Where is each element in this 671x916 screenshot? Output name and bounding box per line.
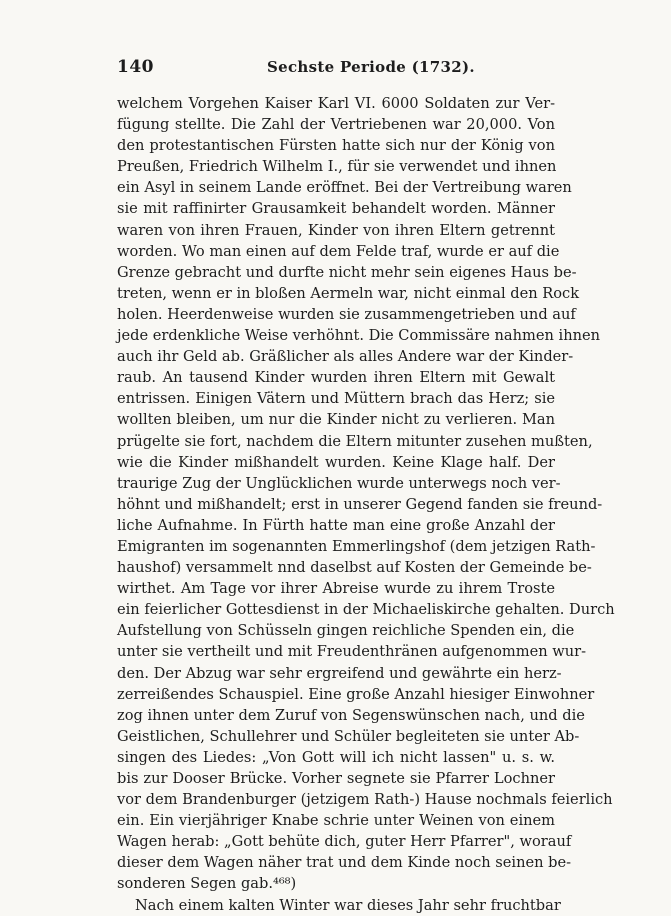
text-line: auch ihr Geld ab. Gräßlicher als alles Andere war der Kinder- [117, 348, 574, 366]
text-line: liche Aufnahme. In Fürth hatte man eine große Anzahl der [117, 516, 555, 534]
text-line: Wagen herab: „Gott behüte dich, guter Herr Pfarrer", worauf [117, 833, 572, 851]
text-line: wollten bleiben, um nur die Kinder nicht zu verlieren. Man [117, 411, 555, 429]
text-line: Nach einem kalten Winter war dieses Jahr sehr fruchtbar [135, 896, 561, 914]
text-line: raub. An tausend Kinder wurden ihren Eltern mit Gewalt [117, 369, 555, 387]
text-line: zog ihnen unter dem Zuruf von Segenswünschen nach, und die [117, 706, 585, 724]
text-line: Grenze gebracht und durfte nicht mehr sein eigenes Haus be- [117, 263, 577, 281]
page-header [117, 57, 555, 79]
text-line: sonderen Segen gab.⁴⁶⁸) [117, 875, 297, 893]
text-line: waren von ihren Frauen, Kinder von ihren Eltern getrennt [117, 221, 555, 239]
text-line: wie die Kinder mißhandelt wurden. Keine Klage half. Der [117, 453, 555, 471]
text-line: worden. Wo man einen auf dem Felde traf, wurde er auf die [117, 242, 560, 260]
text-line: entrissen. Einigen Vätern und Müttern brach das Herz; sie [117, 390, 555, 408]
text-line: prügelte sie fort, nachdem die Eltern mitunter zusehen mußten, [117, 432, 593, 450]
text-line: jede erdenkliche Weise verhöhnt. Die Commissäre nahmen ihnen [117, 327, 601, 345]
text-line: ein Asyl in seinem Lande eröffnet. Bei der Vertreibung waren [117, 179, 572, 197]
body-text [117, 93, 615, 916]
text-line: haushof) versammelt nnd daselbst auf Kosten der Gemeinde be- [117, 559, 592, 577]
text-line: singen des Liedes: „Von Gott will ich nicht lassen" u. s. w. [117, 748, 555, 766]
text-line: dieser dem Wagen näher trat und dem Kinde noch seinen be- [117, 854, 572, 872]
text-line: wirthet. Am Tage vor ihrer Abreise wurde zu ihrem Troste [117, 580, 555, 598]
page-number: 140 [117, 57, 154, 77]
text-line: Geistlichen, Schullehrer und Schüler begleiteten sie unter Ab- [117, 727, 580, 745]
text-line: zerreißendes Schauspiel. Eine große Anzahl hiesiger Einwohner [117, 685, 595, 703]
text-line: welchem Vorgehen Kaiser Karl VI. 6000 Soldaten zur Ver- [117, 95, 555, 112]
text-line: traurige Zug der Unglücklichen wurde unterwegs noch ver- [117, 474, 561, 492]
text-line: ein feierlicher Gottesdienst in der Michaeliskirche gehalten. Durch [117, 601, 615, 619]
text-line: höhnt und mißhandelt; erst in unserer Gegend fanden sie freund- [117, 495, 603, 513]
text-line: treten, wenn er in bloßen Aermeln war, nicht einmal den Rock [117, 284, 580, 302]
text-line: den. Der Abzug war sehr ergreifend und gewährte ein herz- [117, 664, 562, 682]
text-line: vor dem Brandenburger (jetzigem Rath-) Hause nochmals feierlich [117, 791, 613, 809]
text-line: sie mit raffinirter Grausamkeit behandelt worden. Männer [117, 200, 555, 218]
text-line: Preußen, Friedrich Wilhelm I., für sie verwendet und ihnen [117, 158, 557, 176]
text-line: fügung stellte. Die Zahl der Vertriebenen war 20,000. Von [117, 116, 555, 134]
text-line: holen. Heerdenweise wurden sie zusammengetrieben und auf [117, 305, 576, 323]
text-line: unter sie vertheilt und mit Freudenthränen aufgenommen wur- [117, 643, 587, 661]
text-line: Aufstellung von Schüsseln gingen reichliche Spenden ein, die [117, 622, 575, 640]
text-line: Emigranten im sogenannten Emmerlingshof (dem jetzigen Rath- [117, 537, 596, 555]
text-line: ein. Ein vierjähriger Knabe schrie unter Weinen von einem [117, 812, 555, 830]
text-line: bis zur Dooser Brücke. Vorher segnete sie Pfarrer Lochner [117, 770, 555, 787]
running-head: Sechste Periode (1732). [267, 58, 475, 76]
text-line: den protestantischen Fürsten hatte sich nur der König von [117, 137, 555, 155]
